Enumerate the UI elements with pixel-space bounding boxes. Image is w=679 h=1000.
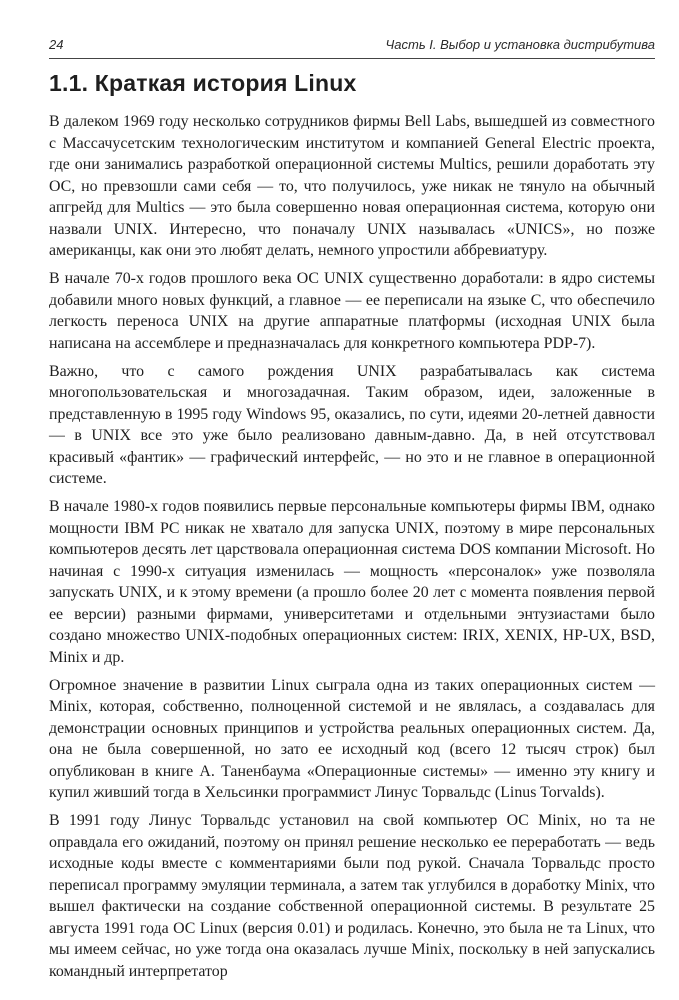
paragraph: В начале 1980-х годов появились первые персональные компьютеры фирмы IBM, однако мощности IBM PC никак не хватало для запуска UNIX, поэтому в мире персональных компьютеров десять лет царствовала операционная система DOS компании Microsoft. Но начиная с 1990-х ситуация изменилась — мощность «персоналок» уже позволяла запускать UNIX, и к этому времени (а прошло более 20 лет с момента появления первой ее версии) разными фирмами, университетами и отдельными энтузиастами было создано множество UNIX-подобных операционных систем: IRIX, XENIX, HP-UX, BSD, Minix и др. (49, 498, 655, 666)
paragraph: В начале 70-х годов прошлого века ОС UNIX существенно доработали: в ядро системы добавили много новых функций, а главное — ее переписали на языке С, что обеспечило легкость переноса UNIX на другие аппаратные платформы (исходная UNIX была написана на ассемблере и предназначалась для конкретного компьютера PDP-7). (49, 270, 655, 352)
page-number: 24 (49, 37, 64, 52)
chapter-header-title: Часть I. Выбор и установка дистрибутива (385, 37, 655, 52)
paragraph: В 1991 году Линус Торвальдс установил на свой компьютер ОС Minix, но та не оправдала его ожиданий, поэтому он принял решение несколько ее переработать — ведь исходные коды вместе с комментариями были под рукой. Сначала Торвальдс просто переписал программу эмуляции терминала, а затем так углубился в доработку Minix, что вышел фактически на создание собственной операционной системы. В результате 25 августа 1991 года ОС Linux (версия 0.01) и родилась. Конечно, это была не та Linux, что мы имеем сейчас, но уже тогда она оказалась лучше Minix, поскольку в ней запускались командный интерпретатор (49, 812, 655, 980)
body-text (49, 111, 655, 982)
section-title: 1.1. Краткая история Linux (49, 70, 357, 96)
running-header (49, 28, 655, 59)
paragraph: Огромное значение в развитии Linux сыграла одна из таких операционных систем — Minix, которая, собственно, полноценной системой и не являлась, а создавалась для демонстрации основных принципов и устройства реальных операционных систем. Да, она не была совершенной, но зато ее исходный код (всего 12 тысяч строк) был опубликован в книге А. Таненбаума «Операционные системы» — именно эту книгу и купил живший тогда в Хельсинки программист Линус Торвальдс (Linus Torvalds). (49, 676, 655, 801)
paragraph: В далеком 1969 году несколько сотрудников фирмы Bell Labs, вышедшей из совместного с Массачусетским технологическим институтом и компанией General Electric проекта, где они занимались разработкой операционной системы Multics, решили доработать эту ОС, но превзошли сами себя — то, что получилось, уже никак не тянуло на обычный апгрейд для Multics — это была совершенно новая операционная система, которую они назвали UNIX. Интересно, что поначалу UNIX называлась «UNICS», но позже американцы, как они это любят делать, немного упростили аббревиатуру. (49, 113, 655, 259)
paragraph: Важно, что с самого рождения UNIX разрабатывалась как система многопользовательская и многозадачная. Таким образом, идеи, заложенные в представленную в 1995 году Windows 95, оказались, по сути, идеями 20-летней давности — в UNIX все это уже было реализовано давным-давно. Да, в ней отсутствовал красивый «фантик» — графический интерфейс, — но это и не главное в операционной системе. (49, 362, 655, 487)
